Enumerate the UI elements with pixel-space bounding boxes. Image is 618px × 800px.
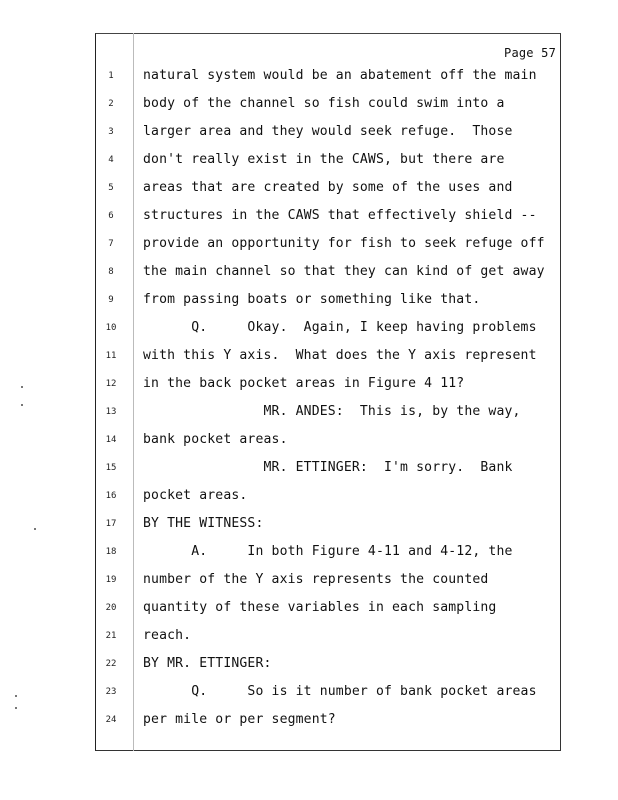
line-text: in the back pocket areas in Figure 4 11?	[143, 376, 465, 391]
transcript-line	[0, 206, 618, 226]
transcript-line	[0, 178, 618, 198]
transcript-line	[0, 430, 618, 450]
line-number: 4	[108, 155, 114, 165]
transcript-line	[0, 234, 618, 254]
line-number: 13	[105, 407, 117, 417]
line-number: 12	[105, 379, 117, 389]
transcript-line	[0, 514, 618, 534]
line-number: 10	[105, 323, 117, 333]
line-text: with this Y axis. What does the Y axis represent	[143, 348, 537, 363]
line-text: quantity of these variables in each sampling	[143, 600, 497, 615]
transcript-line	[0, 122, 618, 142]
line-text: body of the channel so fish could swim into a	[143, 96, 505, 111]
line-text: bank pocket areas.	[143, 432, 288, 447]
line-text: A. In both Figure 4-11 and 4-12, the	[143, 544, 513, 559]
transcript-line	[0, 654, 618, 674]
transcript-line	[0, 290, 618, 310]
transcript-line	[0, 346, 618, 366]
scan-speck	[34, 528, 36, 530]
line-number: 16	[105, 491, 117, 501]
line-number: 19	[105, 575, 117, 585]
line-number: 11	[105, 351, 117, 361]
transcript-line	[0, 374, 618, 394]
line-number: 3	[108, 127, 114, 137]
line-number: 2	[108, 99, 114, 109]
line-text: BY MR. ETTINGER:	[143, 656, 272, 671]
line-text: Q. Okay. Again, I keep having problems	[143, 320, 537, 335]
line-text: MR. ETTINGER: I'm sorry. Bank	[143, 460, 513, 475]
transcript-line	[0, 458, 618, 478]
transcript-line	[0, 542, 618, 562]
line-number: 9	[108, 295, 114, 305]
transcript-line	[0, 402, 618, 422]
line-text: pocket areas.	[143, 488, 248, 503]
transcript-line	[0, 682, 618, 702]
line-number: 22	[105, 659, 117, 669]
line-text: structures in the CAWS that effectively shield --	[143, 208, 537, 223]
line-text: reach.	[143, 628, 192, 643]
transcript-line	[0, 598, 618, 618]
line-text: per mile or per segment?	[143, 712, 336, 727]
line-text: Q. So is it number of bank pocket areas	[143, 684, 537, 699]
line-number: 15	[105, 463, 117, 473]
line-text: MR. ANDES: This is, by the way,	[143, 404, 521, 419]
line-number: 14	[105, 435, 117, 445]
scan-speck	[21, 404, 23, 406]
line-text: number of the Y axis represents the counted	[143, 572, 489, 587]
line-text: BY THE WITNESS:	[143, 516, 264, 531]
line-text: natural system would be an abatement off the main	[143, 68, 537, 83]
transcript-line	[0, 318, 618, 338]
scan-speck	[15, 695, 17, 697]
line-number: 1	[108, 71, 114, 81]
line-text: provide an opportunity for fish to seek refuge off	[143, 236, 545, 251]
transcript-line	[0, 262, 618, 282]
line-number: 21	[105, 631, 117, 641]
line-text: don't really exist in the CAWS, but there are	[143, 152, 505, 167]
line-number: 6	[108, 211, 114, 221]
line-number: 5	[108, 183, 114, 193]
line-text: areas that are created by some of the uses and	[143, 180, 513, 195]
line-number: 24	[105, 715, 117, 725]
line-number: 17	[105, 519, 117, 529]
transcript-line	[0, 486, 618, 506]
line-number: 7	[108, 239, 114, 249]
transcript-line	[0, 710, 618, 730]
page-number: Page 57	[504, 46, 556, 60]
transcript-line	[0, 150, 618, 170]
line-number: 8	[108, 267, 114, 277]
line-text: the main channel so that they can kind of get away	[143, 264, 545, 279]
transcript-line	[0, 94, 618, 114]
transcript-line	[0, 626, 618, 646]
transcript-line	[0, 66, 618, 86]
line-text: larger area and they would seek refuge. Those	[143, 124, 513, 139]
line-text: from passing boats or something like that.	[143, 292, 481, 307]
scan-speck	[21, 386, 23, 388]
line-number: 20	[105, 603, 117, 613]
line-number: 23	[105, 687, 117, 697]
transcript-line	[0, 570, 618, 590]
line-number: 18	[105, 547, 117, 557]
scan-speck	[15, 707, 17, 709]
